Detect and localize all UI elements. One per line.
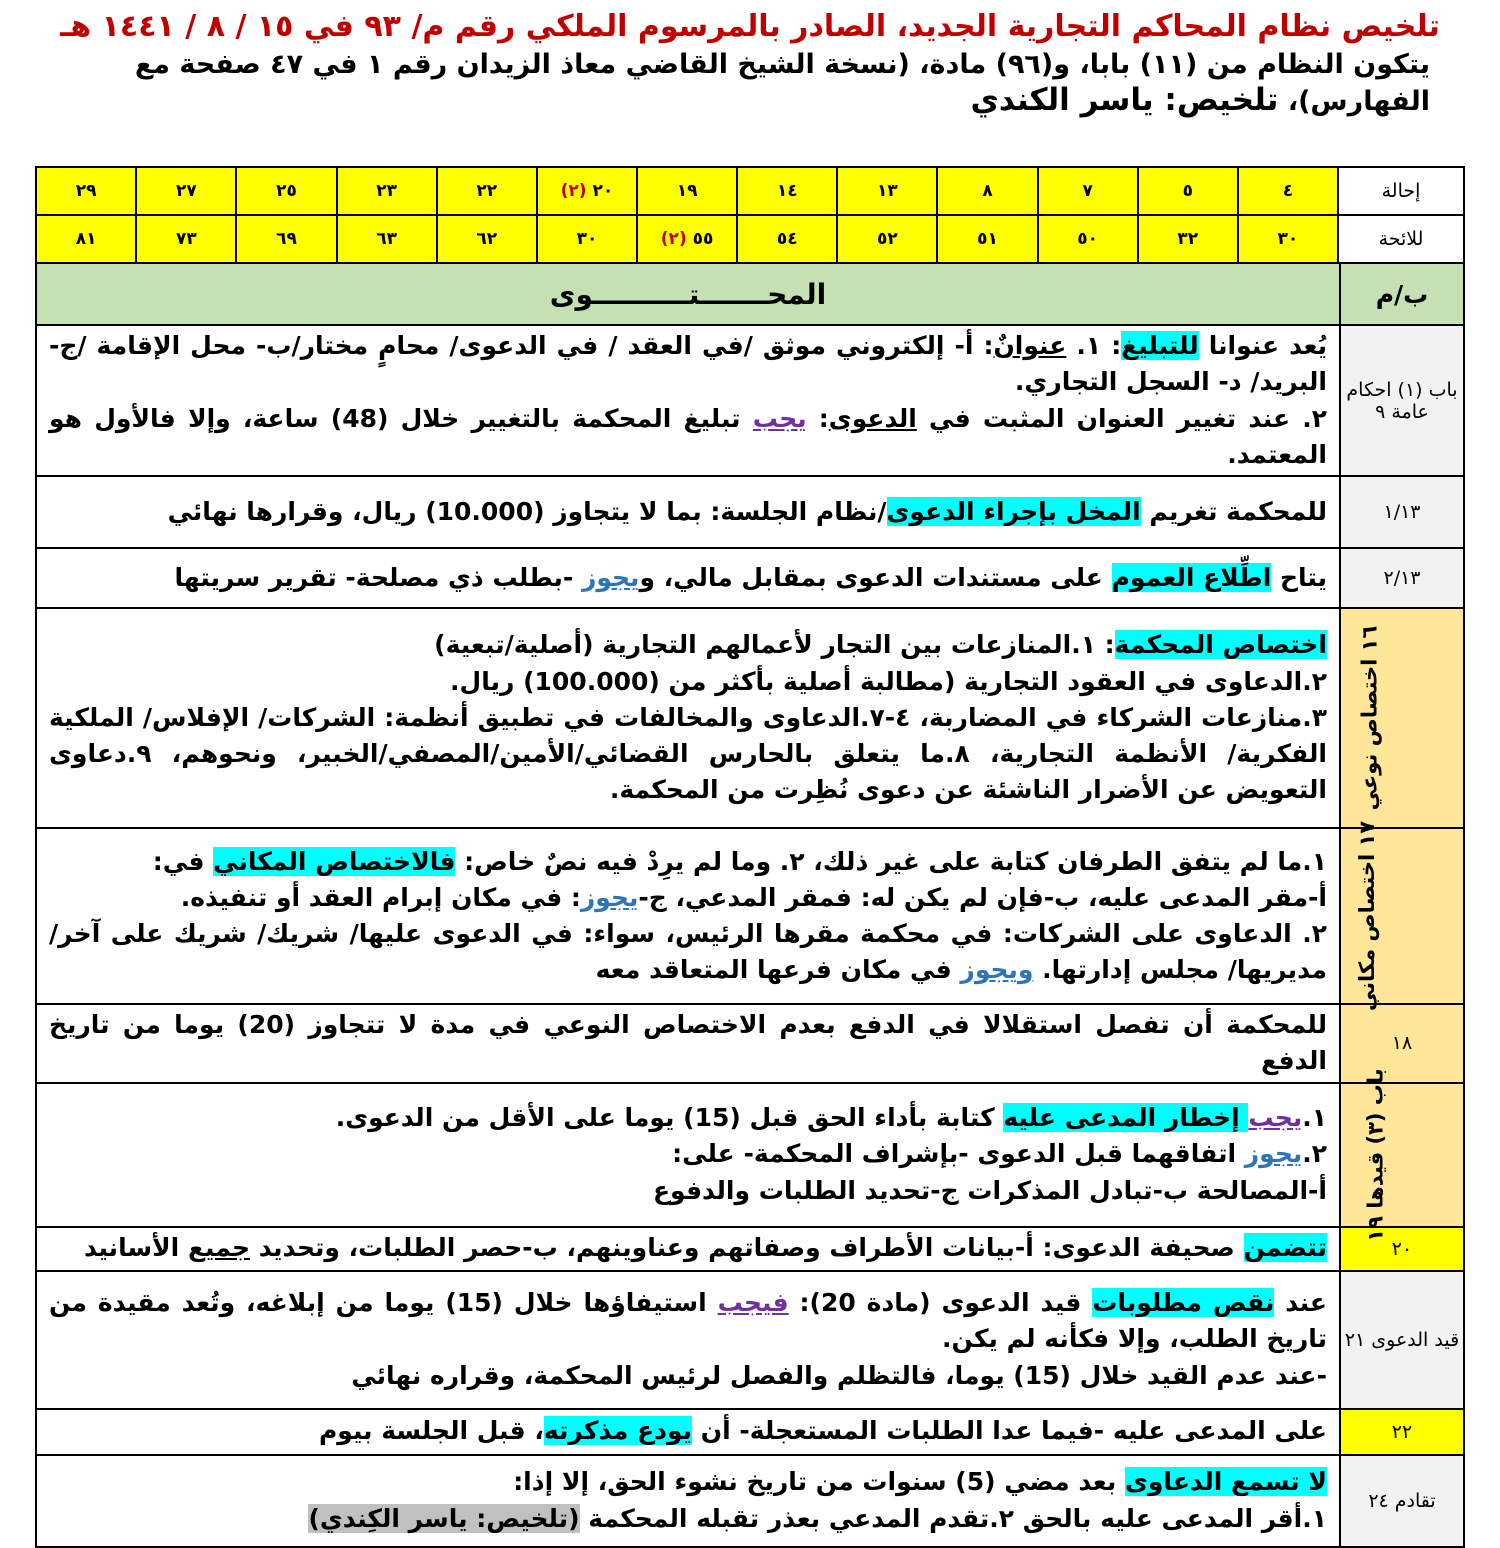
row-side-label (1340, 820, 1464, 1012)
text-run: عند (1274, 1288, 1327, 1318)
row-content (36, 325, 1340, 476)
table-row (36, 1409, 1464, 1455)
text-run: ٢. (1302, 1139, 1327, 1169)
text-run: استيفاؤها خلال (15) يوما من إبلاغه، وتُعد مقيدة من تاريخ الطلب، وإلا فكأنه لم يكن. (49, 1288, 1327, 1354)
reference-article-cell (1138, 167, 1238, 215)
text-run: تبليغ المحكمة بالتغيير خلال (48) ساعة، وإلا فالأول هو المعتمد. (49, 403, 1327, 469)
regulation-reference-table (35, 166, 1465, 264)
text-run: اتفاقهما قبل الدعوى -بإشراف المحكمة- على: (672, 1139, 1245, 1169)
regulation-number: ٥٢ (876, 229, 898, 249)
row-content (36, 1455, 1340, 1547)
permission-term: ويجوز (960, 955, 1034, 985)
row-side-label: تقادم ٢٤ (1340, 1455, 1464, 1547)
obligation-term: فيجب (717, 1288, 789, 1318)
reference-article-cell (136, 167, 236, 215)
reference-regulation-cell (637, 215, 737, 263)
highlight-text: المخل بإجراء الدعوى (886, 496, 1141, 526)
row-side-label: ٢/١٣ (1340, 548, 1464, 608)
regulation-number: ٦٣ (376, 229, 398, 249)
text-run: يتاح (1271, 562, 1327, 592)
row-content (36, 608, 1340, 828)
table-row (36, 325, 1464, 476)
table-row (36, 1083, 1464, 1227)
row-side-label (1340, 1067, 1464, 1242)
reference-regulation-cell (136, 215, 236, 263)
text-run: : أ- إلكتروني موثق /في العقد / في الدعوى/ محامٍ مختار/ب- محل الإقامة /ج- البريد/ د- السجل التجاري. (49, 331, 1327, 397)
reference-label-top: إحالة (1338, 167, 1464, 215)
article-number: ٨ (982, 181, 993, 201)
subtitle-description: يتكون النظام من (١١) بابا، و(٩٦) مادة، (نسخة الشيخ القاضي معاذ الزيدان رقم ١ في ٤٧ صفحة مع الفهارس)، (134, 48, 1430, 118)
regulation-number: ٨١ (75, 229, 97, 249)
reference-regulation-cell (1038, 215, 1138, 263)
text-run: على المدعى عليه -فيما عدا الطلبات المستعجلة- أن (692, 1416, 1327, 1446)
article-number: ١٩ (676, 181, 698, 201)
table-row (36, 1227, 1464, 1271)
underlined-text: عنوانٌ (993, 331, 1067, 360)
article-number: ٢٥ (276, 181, 297, 201)
text-run: /نظام الجلسة: بما لا يتجاوز (10.000) ريال، وقرارها نهائي (167, 496, 887, 526)
highlight-text: يودع مذكرته (543, 1416, 693, 1446)
row-side-label: قيد الدعوى ٢١ (1340, 1271, 1464, 1409)
row-content (36, 548, 1340, 608)
highlight-text: اطِّلاع العموم (1111, 562, 1272, 592)
reference-label-bottom: للائحة (1338, 215, 1464, 263)
row-side-label: ١/١٣ (1340, 476, 1464, 548)
article-number: ٤ (1282, 181, 1294, 201)
permission-term: يجوز (580, 882, 639, 912)
article-number: ٢٠ (592, 181, 614, 201)
text-run: -عند عدم القيد خلال (15) يوما، فالتظلم والفصل لرئيس المحكمة، وقراره نهائي (351, 1360, 1327, 1390)
header-num-cell: ب/م (1340, 263, 1464, 325)
regulation-number: ٦٩ (276, 229, 297, 249)
reference-article-cell (36, 167, 136, 215)
article-number: ١٤ (776, 181, 798, 201)
text-run: قيد الدعوى (مادة 20): (788, 1288, 1093, 1318)
highlight-text: نقص مطلوبات (1092, 1288, 1275, 1318)
text-run: : في مكان إبرام العقد أو تنفيذه. (180, 882, 581, 912)
reference-article-cell (1238, 167, 1338, 215)
permission-term: يجوز (581, 562, 640, 592)
highlight-text: للتبليغ (1121, 331, 1199, 360)
table-row (36, 1455, 1464, 1547)
text-run: ٣.منازعات الشركاء في المضاربة، ٤-٧.الدعاوى والمخالفات في تطبيق أنظمة: الشركات/ الإفلاس/ الملكية الفكرية/ الأنظمة التجارية، ٨.ما يتعلق بالحارس القضائي/الأمين/المصفي/الخبير، ونحوهم، ٩.دعاوى التعويض عن الأضرار الناشئة عن دعوى نُظِرت من المحكمة. (49, 702, 1327, 805)
reference-article-cell (637, 167, 737, 215)
text-run: ٢. عند تغيير العنوان المثبت في (916, 403, 1327, 433)
highlight-text: تتضمن (1243, 1233, 1327, 1263)
reference-regulation-cell (236, 215, 336, 263)
text-run: للمحكمة تغريم (1140, 496, 1327, 526)
reference-article-cell (537, 167, 637, 215)
article-number: ٢٢ (476, 181, 498, 201)
reference-article-cell (236, 167, 336, 215)
reference-article-cell (337, 167, 437, 215)
reference-regulation-cell (837, 215, 937, 263)
text-run: ١.أقر المدعى عليه بالحق ٢.تقدم المدعي بعذر تقبله المحكمة (579, 1503, 1327, 1533)
row-side-label: باب (١) احكام عامة ٩ (1340, 325, 1464, 476)
article-number: ٥ (1182, 181, 1193, 201)
reference-articles-row (36, 167, 1464, 215)
reference-regulation-cell (537, 215, 637, 263)
text-run: بعد مضي (5) سنوات من تاريخ نشوء الحق، إلا إذا: (513, 1467, 1125, 1497)
reference-regulation-cell (36, 215, 136, 263)
row-side-label: ٢٢ (1340, 1409, 1464, 1455)
text-run: أ-المصالحة ب-تبادل المذكرات ج-تحديد الطلبات والدفوع (652, 1175, 1327, 1205)
table-row (36, 608, 1464, 828)
highlight-text: فالاختصاص المكاني (213, 846, 456, 876)
highlight-text: لا تسمع الدعاوى (1124, 1467, 1327, 1497)
underlined-text: الدعوى (828, 403, 917, 433)
text-run: ٢. الدعاوى على الشركات: في محكمة مقرها الرئيس، سواء: في الدعوى عليها/ شريك/ شريك على آخر/ مديريها/ مجلس إدارتها. (49, 919, 1327, 985)
regulation-number: ٧٣ (176, 229, 197, 249)
reference-regulation-cell (937, 215, 1037, 263)
row-side-label: ١٨ (1340, 1004, 1464, 1083)
text-run: يُعد عنوانا (1198, 331, 1328, 360)
row-content: للمحكمة أن تفصل استقلالا في الدفع بعدم الاختصاص النوعي في مدة لا تتجاوز (20) يوما من تاريخ الدفع (36, 1004, 1340, 1083)
reference-article-cell (737, 167, 837, 215)
reference-regulation-cell (1238, 215, 1338, 263)
document-header (0, 0, 1500, 120)
text-run: أ-مقر المدعى عليه، ب-فإن لم يكن له: فمقر المدعي، ج- (638, 882, 1327, 912)
row-content (36, 1409, 1340, 1455)
summary-table (35, 262, 1465, 1548)
vertical-label: ١٧ اختصاص مكاني (1354, 820, 1379, 1012)
text-run: -بطلب ذي مصلحة- تقرير سريتها (174, 562, 582, 592)
table-row (36, 828, 1464, 1004)
row-side-label (1340, 608, 1464, 828)
highlight-text: اختصاص المحكمة (1114, 630, 1327, 660)
reference-regulation-cell (337, 215, 437, 263)
article-number: ٢٩ (75, 181, 97, 201)
reference-mark: (٢) (660, 229, 687, 249)
regulation-number: ٥٤ (776, 229, 798, 249)
obligation-term: يجب (1248, 1103, 1303, 1133)
underlined-text: جميع (187, 1233, 250, 1263)
table-header-row (36, 263, 1464, 325)
vertical-label: باب (٣) قيدها ١٩ (1363, 1067, 1388, 1242)
text-run: ، قبل الجلسة بيوم (318, 1416, 544, 1446)
document-subtitle (0, 48, 1500, 121)
reference-regulation-cell (737, 215, 837, 263)
text-run: كتابة بأداء الحق قبل (15) يوما على الأقل من الدعوى. (335, 1103, 1004, 1133)
reference-article-cell (937, 167, 1037, 215)
text-run: الأسانيد (84, 1233, 188, 1263)
text-run: على مستندات الدعوى بمقابل مالي، و (639, 562, 1112, 592)
regulation-number: ٣٢ (1177, 229, 1199, 249)
regulation-number: ٥١ (977, 229, 998, 249)
table-row (36, 1004, 1464, 1083)
article-number: ٢٣ (376, 181, 398, 201)
table-row (36, 1271, 1464, 1409)
text-run: : ١. (1066, 331, 1122, 360)
row-content (36, 828, 1340, 1004)
row-content (36, 1271, 1340, 1409)
text-run: ١. (1302, 1103, 1327, 1133)
text-run: ١.ما لم يتفق الطرفان كتابة على غير ذلك، ٢. وما لم يرِدْ فيه نصٌ خاص: (455, 846, 1327, 876)
text-run: ٢.الدعاوى في العقود التجارية (مطالبة أصلية بأكثر من (100.000) ريال. (450, 666, 1327, 696)
text-run: في: (152, 846, 214, 876)
article-number: ١٣ (876, 181, 898, 201)
reference-article-cell (837, 167, 937, 215)
regulation-number: ٣٠ (576, 229, 598, 249)
regulation-number: ٣٠ (1277, 229, 1299, 249)
obligation-term: يجب (752, 403, 807, 433)
reference-article-cell (1038, 167, 1138, 215)
text-run: صحيفة الدعوى: أ-بيانات الأطراف وصفاتهم وعناوينهم، ب-حصر الطلبات، وتحديد (250, 1233, 1244, 1263)
regulation-number: ٦٢ (476, 229, 498, 249)
permission-term: يجوز (1244, 1139, 1303, 1169)
row-content (36, 476, 1340, 548)
vertical-label: ١٦ اختصاص نوعي (1357, 625, 1382, 811)
article-number: ٢٧ (176, 181, 197, 201)
header-content-cell: المحـــــــتــــــــــوى (36, 263, 1340, 325)
row-content (36, 1227, 1340, 1271)
text-run: : (806, 403, 829, 433)
reference-mark: (٢) (560, 181, 587, 201)
regulation-number: ٥٥ (692, 229, 714, 249)
reference-regulation-cell (1138, 215, 1238, 263)
document-title: تلخيص نظام المحاكم التجارية الجديد، الصادر بالمرسوم الملكي رقم م/ ٩٣ في ١٥ / ٨ / ١٤٤١ هـ (60, 9, 1440, 44)
reference-regulations-row (36, 215, 1464, 263)
author-signature-text: (تلخيص: ياسر الكِندي) (308, 1503, 580, 1533)
regulation-number: ٥٠ (1077, 229, 1099, 249)
subtitle-author: تلخيص: ياسر الكندي (970, 82, 1279, 119)
article-number: ٧ (1082, 181, 1093, 201)
reference-article-cell (437, 167, 537, 215)
table-row (36, 476, 1464, 548)
highlight-text: إخطار المدعى عليه (1003, 1103, 1249, 1133)
reference-regulation-cell (437, 215, 537, 263)
row-content (36, 1083, 1340, 1227)
row-side-label: ٢٠ (1340, 1227, 1464, 1271)
text-run: في مكان فرعها المتعاقد معه (595, 955, 961, 985)
table-row (36, 548, 1464, 608)
text-run: : ١.المنازعات بين التجار لأعمالهم التجارية (أصلية/تبعية) (434, 630, 1115, 660)
